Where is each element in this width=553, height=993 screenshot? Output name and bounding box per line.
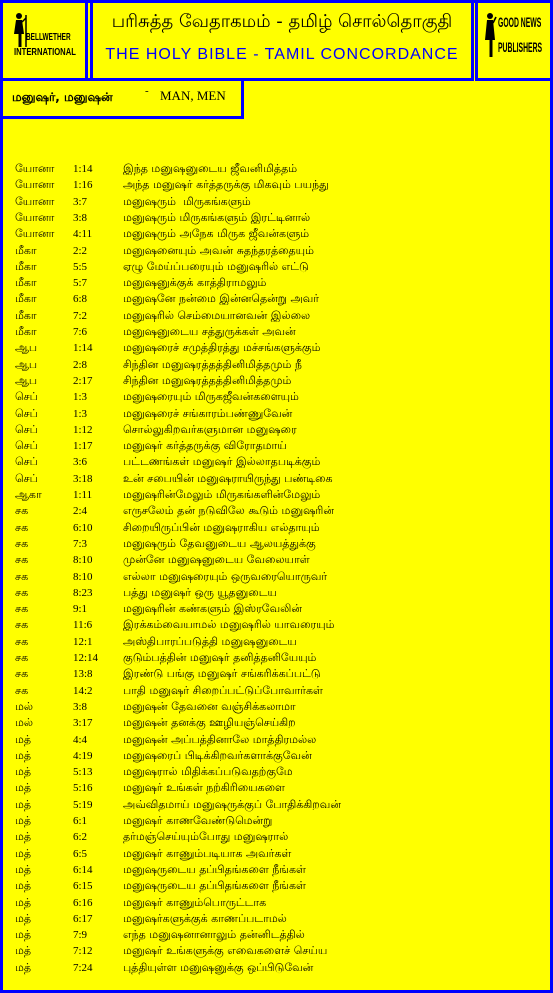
entry-reference: 5:5 (73, 260, 88, 273)
entry-book: சக (15, 667, 29, 681)
entry-reference: 1:12 (73, 423, 93, 436)
entry-reference: 6:15 (73, 880, 93, 893)
entry-reference: 7:2 (73, 309, 88, 322)
entry-text: மனுஷரில் செம்மையானவன் இல்லை (123, 308, 311, 322)
concordance-entry (0, 471, 553, 487)
herald-figure-icon (483, 12, 497, 58)
entry-text: சிறையிருப்பின் மனுஷராகிய எல்தாயும் (123, 520, 320, 534)
entry-book: மத் (15, 960, 32, 974)
entry-text: ஏழு மேய்ப்பரையும் மனுஷரில் எட்டு (123, 259, 309, 273)
entry-reference: 1:11 (73, 489, 93, 501)
section-separator: - (145, 85, 149, 97)
entry-book: மத் (15, 879, 32, 893)
entry-book: செப் (15, 455, 38, 469)
entry-book: செப் (15, 390, 38, 404)
concordance-entry (0, 829, 553, 845)
entry-reference: 6:2 (73, 831, 88, 844)
entry-book: சக (15, 504, 29, 518)
concordance-entry (0, 715, 553, 731)
entry-book: ஆப (15, 373, 38, 387)
entry-reference: 2:8 (73, 358, 88, 371)
logo-bellwether-text: BELLWETHER (26, 31, 71, 43)
entry-reference: 1:14 (73, 342, 93, 355)
entry-book: சக (15, 569, 29, 583)
entry-reference: 3:7 (73, 195, 88, 208)
entry-reference: 7:12 (73, 945, 93, 958)
entry-text: மனுஷன் தேவனை வஞ்சிக்கலாமா (123, 699, 296, 713)
entry-text: மனுஷரும் அநேக மிருக ஜீவன்களும் (123, 227, 310, 241)
good-news-logo-box (475, 0, 553, 81)
concordance-entry (0, 275, 553, 291)
concordance-entry (0, 454, 553, 470)
entry-book: செப் (15, 471, 38, 485)
concordance-entry (0, 406, 553, 422)
entry-book: யோனா (15, 162, 55, 175)
entry-reference: 14:2 (73, 684, 93, 697)
entry-text: மனுஷர் காணவேண்டுமென்று (123, 814, 273, 827)
entry-text: அவ்விதமாய் மனுஷருக்குப் போதிக்கிறவன் (123, 797, 341, 811)
entry-text: மனுஷரின் கண்களும் இஸ்ரவேலின் (123, 602, 303, 616)
entry-book: மல் (15, 699, 33, 713)
section-heading (0, 78, 244, 119)
concordance-entry (0, 308, 553, 324)
concordance-entry (0, 683, 553, 699)
concordance-entry (0, 226, 553, 242)
entry-text: மனுஷனே நன்மை இன்னதென்று அவர் (123, 292, 319, 306)
entry-text: பட்டணங்கள் மனுஷர் இல்லாதபடிக்கும் (123, 455, 321, 469)
concordance-entry (0, 259, 553, 275)
entry-book: மீகா (15, 292, 37, 306)
entry-text: மனுஷரும் மிருகங்களும் (123, 194, 251, 208)
entry-book: மத் (15, 732, 32, 746)
entry-text: மனுஷரைப் பிடிக்கிறவர்களாக்குவேன் (123, 748, 312, 762)
concordance-list (0, 161, 553, 981)
logo-good-news-text: GOOD NEWS (498, 15, 542, 30)
entry-reference: 1:3 (73, 391, 88, 404)
concordance-entry (0, 520, 553, 536)
entry-text: மனுஷரைச் சங்காரம்பண்ணுவேன் (123, 406, 293, 420)
concordance-entry (0, 846, 553, 862)
entry-reference: 7:9 (73, 929, 88, 942)
entry-text: தர்மஞ்செய்யும்போது மனுஷரால் (123, 830, 289, 844)
entry-text: மனுஷன் தனக்கு ஊழியஞ்செய்கிற (123, 716, 296, 730)
entry-text: மனுஷரும் தேவனுடைய ஆலயத்துக்கு (123, 536, 316, 550)
concordance-entry (0, 911, 553, 927)
entry-text: மனுஷரையும் மிருகஜீவன்களையும் (123, 390, 299, 404)
concordance-entry (0, 536, 553, 552)
concordance-entry (0, 878, 553, 894)
concordance-entry (0, 601, 553, 617)
concordance-entry (0, 748, 553, 764)
entry-reference: 7:3 (73, 537, 88, 550)
entry-book: செப் (15, 422, 38, 436)
concordance-entry (0, 422, 553, 438)
entry-text: சொல்லுகிறவர்களுமான மனுஷரை (123, 422, 297, 436)
page-title-english: THE HOLY BIBLE - TAMIL CONCORDANCE (105, 46, 459, 63)
concordance-entry (0, 438, 553, 454)
entry-reference: 3:6 (73, 456, 88, 469)
entry-reference: 6:17 (73, 912, 93, 925)
entry-reference: 12:1 (73, 635, 93, 648)
entry-text: அஸ்திபாரப்படுத்தி மனுஷனுடைய (123, 634, 297, 648)
concordance-entry (0, 780, 553, 796)
entry-book: யோனா (15, 194, 55, 208)
entry-text: புத்தியுள்ள மனுஷனுக்கு ஒப்பிடுவேன் (123, 960, 314, 974)
entry-text: சிந்தின மனுஷரத்தத்தினிமித்தமும் நீ (123, 357, 302, 371)
entry-book: யோனா (15, 227, 55, 241)
entry-book: மீகா (15, 243, 37, 257)
concordance-entry (0, 177, 553, 193)
entry-text: குடும்பத்தின் மனுஷர் தனித்தனியேயும் (123, 651, 317, 664)
entry-text: எந்த மனுஷனானாலும் தன்னிடத்தில் (123, 928, 305, 942)
entry-text: மனுஷர் காணும்பொருட்டாக (123, 895, 267, 909)
entry-reference: 8:23 (73, 586, 93, 599)
entry-reference: 4:11 (73, 228, 93, 241)
entry-text: மனுஷர்களுக்குக் காணப்படாமல் (123, 911, 287, 925)
section-title-tamil: மனுஷர், மனுஷன் (12, 90, 113, 104)
concordance-entry (0, 487, 553, 503)
concordance-entry (0, 503, 553, 519)
entry-text: மனுஷரின்மேலும் மிருகங்களின்மேலும் (123, 488, 321, 501)
entry-text: பாதி மனுஷர் சிறைப்பட்டுப்போவார்கள் (123, 683, 323, 697)
concordance-entry (0, 634, 553, 650)
entry-text: சிந்தின மனுஷரத்தத்தினிமித்தமும் (123, 373, 292, 387)
entry-text: மனுஷரும் மிருகங்களும் இரட்டினால் (123, 210, 311, 224)
entry-reference: 12:14 (73, 652, 99, 664)
entry-book: யோனா (15, 210, 55, 224)
entry-book: மீகா (15, 325, 37, 338)
entry-book: மத் (15, 748, 32, 762)
concordance-entry (0, 340, 553, 356)
entry-reference: 5:16 (73, 782, 93, 795)
entry-reference: 8:10 (73, 570, 93, 583)
entry-reference: 2:4 (73, 505, 88, 518)
entry-reference: 11:6 (73, 619, 93, 632)
entry-reference: 3:18 (73, 472, 93, 485)
concordance-entry (0, 797, 553, 813)
entry-text: மனுஷர் காணும்படியாக அவர்கள் (123, 846, 292, 860)
entry-reference: 6:16 (73, 896, 93, 909)
entry-text: மனுஷன் அப்பத்தினாலே மாத்திரமல்ல (123, 732, 317, 746)
entry-reference: 6:8 (73, 293, 88, 306)
entry-text: இந்த மனுஷனுடைய ஜீவனிமித்தம் (123, 162, 298, 175)
entry-reference: 6:14 (73, 863, 93, 876)
entry-text: மனுஷனுக்குக் காத்திராமலும் (123, 276, 267, 290)
concordance-entry (0, 291, 553, 307)
entry-book: செப் (15, 439, 38, 453)
concordance-entry (0, 764, 553, 780)
entry-text: மனுஷர் உங்கள் நற்கிரியைகளை (123, 781, 285, 795)
concordance-entry (0, 666, 553, 682)
logo-international-text: INTERNATIONAL (14, 46, 76, 58)
concordance-entry (0, 210, 553, 226)
page-title-tamil: பரிசுத்த வேதாகமம் - தமிழ் சொல்தொகுதி (111, 11, 453, 32)
bellwether-logo-box (0, 0, 88, 81)
entry-reference: 5:19 (73, 798, 93, 811)
entry-book: மீகா (15, 308, 37, 322)
entry-text: மனுஷனுடைய சத்துருக்கள் அவன் (123, 325, 296, 338)
entry-book: மத் (15, 830, 32, 844)
entry-reference: 1:16 (73, 179, 93, 192)
entry-reference: 3:17 (73, 717, 93, 730)
concordance-entry (0, 161, 553, 177)
entry-book: சக (15, 618, 29, 632)
entry-reference: 3:8 (73, 211, 88, 224)
entry-book: மத் (15, 862, 32, 876)
entry-reference: 5:7 (73, 277, 88, 290)
concordance-entry (0, 895, 553, 911)
entry-reference: 8:10 (73, 554, 93, 567)
entry-text: மனுஷரால் மிதிக்கப்படுவதற்குமே (123, 765, 293, 779)
entry-book: மத் (15, 895, 32, 909)
entry-text: பத்து மனுஷர் ஒரு யூதனுடைய (123, 585, 277, 599)
concordance-entry (0, 732, 553, 748)
entry-book: மத் (15, 846, 32, 860)
entry-text: மனுஷர் கர்த்தருக்கு விரோதமாய் (123, 439, 287, 453)
entry-reference: 9:1 (73, 603, 88, 616)
entry-book: மல் (15, 716, 33, 730)
concordance-entry (0, 813, 553, 829)
entry-reference: 4:19 (73, 749, 93, 762)
section-title-english: MAN, MEN (160, 88, 226, 103)
entry-reference: 6:1 (73, 815, 88, 827)
entry-text: எருசலேம் தன் நடுவிலே கூடும் மனுஷரின் (123, 504, 335, 518)
entry-text: மனுஷர் உங்களுக்கு எவைகளைச் செய்ய (123, 944, 328, 958)
logo-publishers-text: PUBLISHERS (498, 40, 543, 55)
entry-reference: 3:8 (73, 700, 88, 713)
entry-book: சக (15, 553, 29, 567)
entry-reference: 4:4 (73, 733, 88, 746)
concordance-entry (0, 617, 553, 633)
entry-book: ஆப (15, 341, 38, 355)
entry-reference: 13:8 (73, 668, 93, 681)
entry-reference: 1:14 (73, 163, 93, 175)
concordance-entry (0, 585, 553, 601)
entry-text: எல்லா மனுஷரையும் ஒருவரையொருவர் (123, 569, 328, 583)
concordance-entry (0, 552, 553, 568)
entry-book: சக (15, 520, 29, 534)
concordance-entry (0, 243, 553, 259)
entry-text: மனுஷரைச் சமுத்திரத்து மச்சங்களுக்கும் (123, 341, 321, 355)
entry-reference: 7:6 (73, 326, 88, 338)
concordance-entry (0, 194, 553, 210)
concordance-entry (0, 650, 553, 666)
entry-book: மீகா (15, 276, 37, 290)
entry-text: மனுஷருடைய தப்பிதங்களை நீங்கள் (123, 879, 306, 893)
entry-book: ஆப (15, 357, 38, 371)
concordance-entry (0, 699, 553, 715)
concordance-entry (0, 569, 553, 585)
concordance-entry (0, 389, 553, 405)
entry-book: மத் (15, 781, 32, 795)
concordance-entry (0, 862, 553, 878)
entry-book: மீகா (15, 259, 37, 273)
entry-text: மனுஷனையும் அவன் சுதந்தரத்தையும் (123, 243, 314, 257)
entry-reference: 5:13 (73, 766, 93, 779)
entry-text: இரண்டு பங்கு மனுஷர் சங்கரிக்கப்பட்டு (123, 667, 321, 681)
entry-book: சக (15, 683, 29, 697)
entry-book: செப் (15, 406, 38, 420)
entry-book: மத் (15, 944, 32, 958)
concordance-entry (0, 357, 553, 373)
concordance-entry (0, 960, 553, 976)
entry-text: இரக்கம்வையாமல் மனுஷரில் யாவரையும் (123, 618, 335, 632)
entry-book: மத் (15, 797, 32, 811)
entry-book: சக (15, 634, 29, 648)
entry-book: சக (15, 585, 29, 599)
concordance-entry (0, 324, 553, 340)
entry-reference: 7:24 (73, 961, 93, 974)
concordance-entry (0, 373, 553, 389)
entry-reference: 1:17 (73, 440, 93, 453)
shepherd-figure-icon (12, 12, 28, 48)
concordance-entry (0, 943, 553, 959)
entry-reference: 2:17 (73, 374, 93, 387)
title-box (90, 0, 474, 81)
entry-text: அந்த மனுஷர் கர்த்தருக்கு மிகவும் பயந்து (123, 178, 329, 192)
entry-book: சக (15, 651, 29, 664)
entry-book: மத் (15, 928, 32, 942)
entry-text: உன் சபையின் மனுஷராயிருந்து பண்டிகை (123, 471, 333, 485)
entry-book: மத் (15, 911, 32, 925)
entry-book: சக (15, 536, 29, 550)
entry-book: சக (15, 602, 29, 616)
entry-book: ஆகா (15, 488, 42, 501)
entry-book: மத் (15, 814, 32, 827)
entry-reference: 6:10 (73, 521, 93, 534)
entry-reference: 2:2 (73, 244, 88, 257)
entry-book: யோனா (15, 178, 55, 192)
entry-book: மத் (15, 765, 32, 779)
entry-text: மனுஷருடைய தப்பிதங்களை நீங்கள் (123, 862, 306, 876)
entry-text: முன்னே மனுஷனுடைய வேலையாள் (123, 553, 310, 567)
entry-reference: 1:3 (73, 407, 88, 420)
concordance-entry (0, 927, 553, 943)
entry-reference: 6:5 (73, 847, 88, 860)
